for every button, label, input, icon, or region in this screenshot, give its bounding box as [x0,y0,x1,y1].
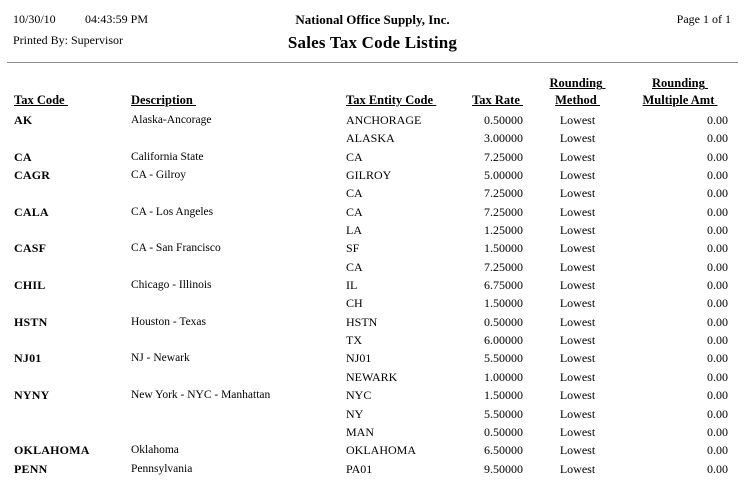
rounding-method-cell: Lowest [559,241,596,256]
page-number-label: Page 1 of 1 [676,12,731,26]
report-date: 10/30/10 [13,12,56,26]
tax-code-cell: AK [14,113,33,127]
tax-entity-code-cell: CH [346,296,363,311]
tax-code-cell [14,294,131,312]
tax-rate-cell: 7.25000 [484,259,523,274]
tax-entity-code-cell: GILROY [346,168,392,183]
printed-by-label: Printed By: Supervisor [13,33,123,47]
description-cell [131,258,346,276]
tax-rate-cell: 7.25000 [484,204,523,219]
tax-entity-code-cell: MAN [346,424,375,439]
description-cell: New York - NYC - Manhattan [131,389,271,402]
multiple-amt-cell: 0.00 [707,241,728,256]
multiple-amt-cell: 0.00 [707,461,728,476]
tax-entity-code-cell: LA [346,223,362,238]
multiple-amt-cell: 0.00 [707,406,728,421]
multiple-amt-cell: 0.00 [707,223,728,238]
table-column-headers [14,74,728,109]
rounding-method-cell: Lowest [559,296,596,311]
tax-entity-code-cell: NY [346,406,364,421]
tax-rate-cell: 1.00000 [484,369,523,384]
description-cell: Alaska-Ancorage [131,114,212,126]
description-cell: CA - Gilroy [131,169,186,182]
tax-rate-cell: 0.50000 [484,424,523,439]
multiple-amt-cell: 0.00 [707,278,728,293]
tax-entity-code-cell: IL [346,278,358,293]
description-cell [131,129,346,147]
column-header-tax-rate: Tax Rate [472,93,520,107]
tax-rate-cell: 1.50000 [484,296,523,311]
description-cell [131,221,346,239]
tax-code-table [14,111,728,478]
table-row [14,166,728,184]
tax-code-cell [14,423,131,441]
description-cell: Oklahoma [131,444,179,457]
report-title: Sales Tax Code Listing [287,33,458,52]
description-cell [131,294,346,312]
tax-entity-code-cell: CA [346,259,363,274]
tax-rate-cell: 6.75000 [484,278,523,293]
company-name: National Office Supply, Inc. [295,12,450,27]
description-cell: Chicago - Illinois [131,279,212,292]
multiple-amt-cell: 0.00 [707,168,728,183]
tax-code-cell [14,184,131,202]
tax-rate-cell: 7.25000 [484,149,523,164]
tax-code-cell: NYNY [14,388,50,403]
tax-entity-code-cell: NEWARK [346,369,398,384]
table-row [14,184,728,202]
table-row [14,441,728,459]
tax-code-cell: CASF [14,241,47,256]
tax-code-cell: HSTN [14,314,48,329]
rounding-method-cell: Lowest [559,186,596,201]
description-cell: California State [131,150,204,163]
rounding-method-cell: Lowest [559,461,596,476]
tax-entity-code-cell: CA [346,204,363,219]
tax-code-cell [14,221,131,239]
tax-code-cell [14,405,131,423]
tax-entity-code-cell: NYC [346,388,372,403]
tax-code-cell [14,331,131,349]
tax-code-cell: NJ01 [14,351,42,366]
tax-rate-cell: 1.25000 [484,223,523,238]
tax-rate-cell: 5.00000 [484,168,523,183]
table-row [14,129,728,147]
tax-entity-code-cell: CA [346,149,363,164]
multiple-amt-cell: 0.00 [707,186,728,201]
tax-code-cell: CAGR [14,168,51,183]
rounding-method-cell: Lowest [559,168,596,183]
description-cell: CA - San Francisco [131,242,221,255]
rounding-method-cell: Lowest [559,314,596,329]
description-cell [131,368,346,386]
tax-entity-code-cell: SF [346,241,360,256]
rounding-method-cell: Lowest [559,149,596,164]
column-header-description: Description [131,93,193,107]
tax-entity-code-cell: NJ01 [346,351,372,366]
tax-rate-cell: 3.00000 [484,131,523,146]
table-row [14,239,728,257]
table-row [14,368,728,386]
column-header-tax-code: Tax Code [14,93,65,107]
tax-code-cell [14,129,131,147]
description-cell [131,405,346,423]
table-row [14,258,728,276]
column-header-rounding-multiple-amt: Rounding Multiple Amt [642,76,715,107]
multiple-amt-cell: 0.00 [707,113,728,127]
description-cell [131,184,346,202]
tax-rate-cell: 5.50000 [484,406,523,421]
tax-code-cell: CA [14,149,32,164]
table-row [14,423,728,441]
rounding-method-cell: Lowest [559,204,596,219]
description-cell: Pennsylvania [131,462,193,475]
tax-rate-cell: 0.50000 [484,314,523,329]
rounding-method-cell: Lowest [559,351,596,366]
description-cell: NJ - Newark [131,352,190,365]
table-row [14,111,728,129]
tax-rate-cell: 0.50000 [484,113,523,127]
header-divider [7,62,738,63]
tax-code-cell [14,368,131,386]
multiple-amt-cell: 0.00 [707,424,728,439]
table-row [14,221,728,239]
tax-rate-cell: 6.00000 [484,333,523,348]
multiple-amt-cell: 0.00 [707,388,728,403]
rounding-method-cell: Lowest [559,388,596,403]
rounding-method-cell: Lowest [559,424,596,439]
table-row [14,276,728,294]
rounding-method-cell: Lowest [559,443,596,458]
description-cell: Houston - Texas [131,315,207,328]
tax-entity-code-cell: ANCHORAGE [346,113,422,127]
rounding-method-cell: Lowest [559,278,596,293]
multiple-amt-cell: 0.00 [707,296,728,311]
table-row [14,313,728,331]
rounding-method-cell: Lowest [559,131,596,146]
multiple-amt-cell: 0.00 [707,259,728,274]
tax-entity-code-cell: CA [346,186,363,201]
tax-entity-code-cell: OKLAHOMA [346,443,416,458]
tax-rate-cell: 7.25000 [484,186,523,201]
table-row [14,405,728,423]
multiple-amt-cell: 0.00 [707,149,728,164]
table-row [14,349,728,367]
tax-code-cell: PENN [14,461,48,476]
tax-rate-cell: 9.50000 [484,461,523,476]
table-row [14,331,728,349]
table-row [14,386,728,404]
rounding-method-cell: Lowest [559,259,596,274]
rounding-method-cell: Lowest [559,113,596,127]
description-cell: CA - Los Angeles [131,205,214,218]
tax-entity-code-cell: ALASKA [346,131,395,146]
rounding-method-cell: Lowest [559,406,596,421]
multiple-amt-cell: 0.00 [707,204,728,219]
multiple-amt-cell: 0.00 [707,369,728,384]
rounding-method-cell: Lowest [559,333,596,348]
tax-code-cell: CHIL [14,278,46,293]
column-header-tax-entity-code: Tax Entity Code [346,93,434,107]
table-row [14,203,728,221]
multiple-amt-cell: 0.00 [707,351,728,366]
tax-entity-code-cell: PA01 [346,461,373,476]
tax-code-cell: OKLAHOMA [14,443,90,458]
tax-code-cell: CALA [14,204,49,219]
table-row [14,148,728,166]
multiple-amt-cell: 0.00 [707,333,728,348]
table-row [14,460,728,478]
rounding-method-cell: Lowest [559,369,596,384]
tax-rate-cell: 6.50000 [484,443,523,458]
tax-entity-code-cell: TX [346,333,362,348]
multiple-amt-cell: 0.00 [707,314,728,329]
tax-rate-cell: 1.50000 [484,388,523,403]
tax-rate-cell: 1.50000 [484,241,523,256]
description-cell [131,423,346,441]
multiple-amt-cell: 0.00 [707,443,728,458]
table-row [14,294,728,312]
report-time: 04:43:59 PM [85,12,149,26]
tax-code-cell [14,258,131,276]
tax-entity-code-cell: HSTN [346,314,378,329]
description-cell [131,331,346,349]
multiple-amt-cell: 0.00 [707,131,728,146]
tax-rate-cell: 5.50000 [484,351,523,366]
column-header-rounding-method: Rounding Method [549,76,603,107]
rounding-method-cell: Lowest [559,223,596,238]
